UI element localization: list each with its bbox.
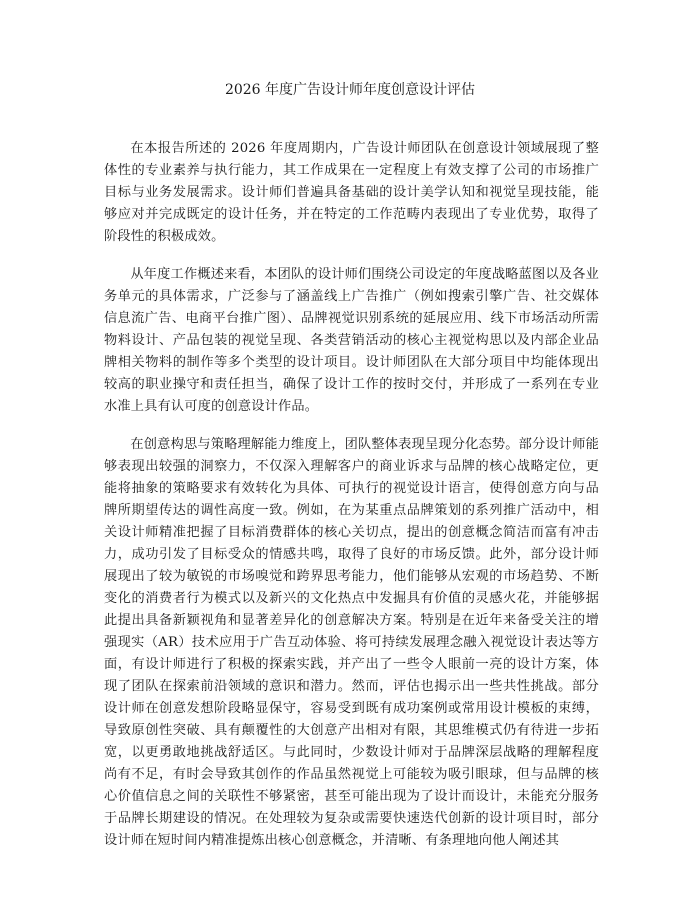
paragraph-intro: 在本报告所述的 2026 年度周期内，广告设计师团队在创意设计领域展现了整体性的专业素养与执行能力，其工作成果在一定程度上有效支撑了公司的市场推广目标与业务发展需求。设计师们普遍具备基础的设计美学认知和视觉呈现技能，能够应对并完成既定的设计任务，并在特定的工作范畴内表现出了专业优势，取得了阶段性的积极成效。 xyxy=(104,141,599,244)
paragraph-creative-strategy: 在创意构思与策略理解能力维度上，团队整体表现呈现分化态势。部分设计师能够表现出较强的洞察力，不仅深入理解客户的商业诉求与品牌的核心战略定位，更能将抽象的策略要求有效转化为具体、可执行的视觉设计语言，使得创意方向与品牌所期望传达的调性高度一致。例如，在为某重点品牌策划的系列推广活动中，相关设计师精准把握了目标消费群体的核心关切点，提出的创意概念简洁而富有冲击力，成功引发了目标受众的情感共鸣，取得了良好的市场反馈。此外，部分设计师展现出了较为敏锐的市场嗅觉和跨界思考能力，他们能够从宏观的市场趋势、不断变化的消费者行为模式以及新兴的文化热点中发掘具有价值的灵感火花，并能够据此提出具备新颖视角和显著差异化的创意解决方案。特别是在近年来备受关注的增强现实（AR）技术应用于广告互动体验、将可持续发展理念融入视觉设计表达等方面，有设计师进行了积极的探索实践，并产出了一些令人眼前一亮的设计方案，体现了团队在探索前沿领域的意识和潜力。然而，评估也揭示出一些共性挑战。部分设计师在创意发想阶段略显保守，容易受到既有成功案例或常用设计模板的束缚，导致原创性突破、具有颠覆性的大创意产出相对有限，其思维模式仍有待进一步拓宽，以更勇敢地挑战舒适区。与此同时，少数设计师对于品牌深层战略的理解程度尚有不足，有时会导致其创作的作品虽然视觉上可能较为吸引眼球，但与品牌的核心价值信息之间的关联性不够紧密，甚至可能出现为了设计而设计，未能充分服务于品牌长期建设的情况。在处理较为复杂或需要快速迭代创新的设计项目时，部分设计师在短时间内精准提炼出核心创意概念，并清晰、有条理地向他人阐述其 xyxy=(104,437,599,848)
paragraph-work-overview: 从年度工作概述来看，本团队的设计师们围绕公司设定的年度战略蓝图以及各业务单元的具体需求，广泛参与了涵盖线上广告推广（例如搜索引擎广告、社交媒体信息流广告、电商平台推广图）、品牌视觉识别系统的延展应用、线下市场活动所需物料设计、产品包装的视觉呈现、各类营销活动的核心主视觉构思以及内部企业品牌相关物料的制作等多个类型的设计项目。设计师团队在大部分项目中均能体现出较高的职业操守和责任担当，确保了设计工作的按时交付，并形成了一系列在专业水准上具有认可度的创意设计作品。 xyxy=(104,267,599,414)
document-body xyxy=(104,138,599,868)
document-title: 2026 年度广告设计师年度创意设计评估 xyxy=(224,82,476,98)
